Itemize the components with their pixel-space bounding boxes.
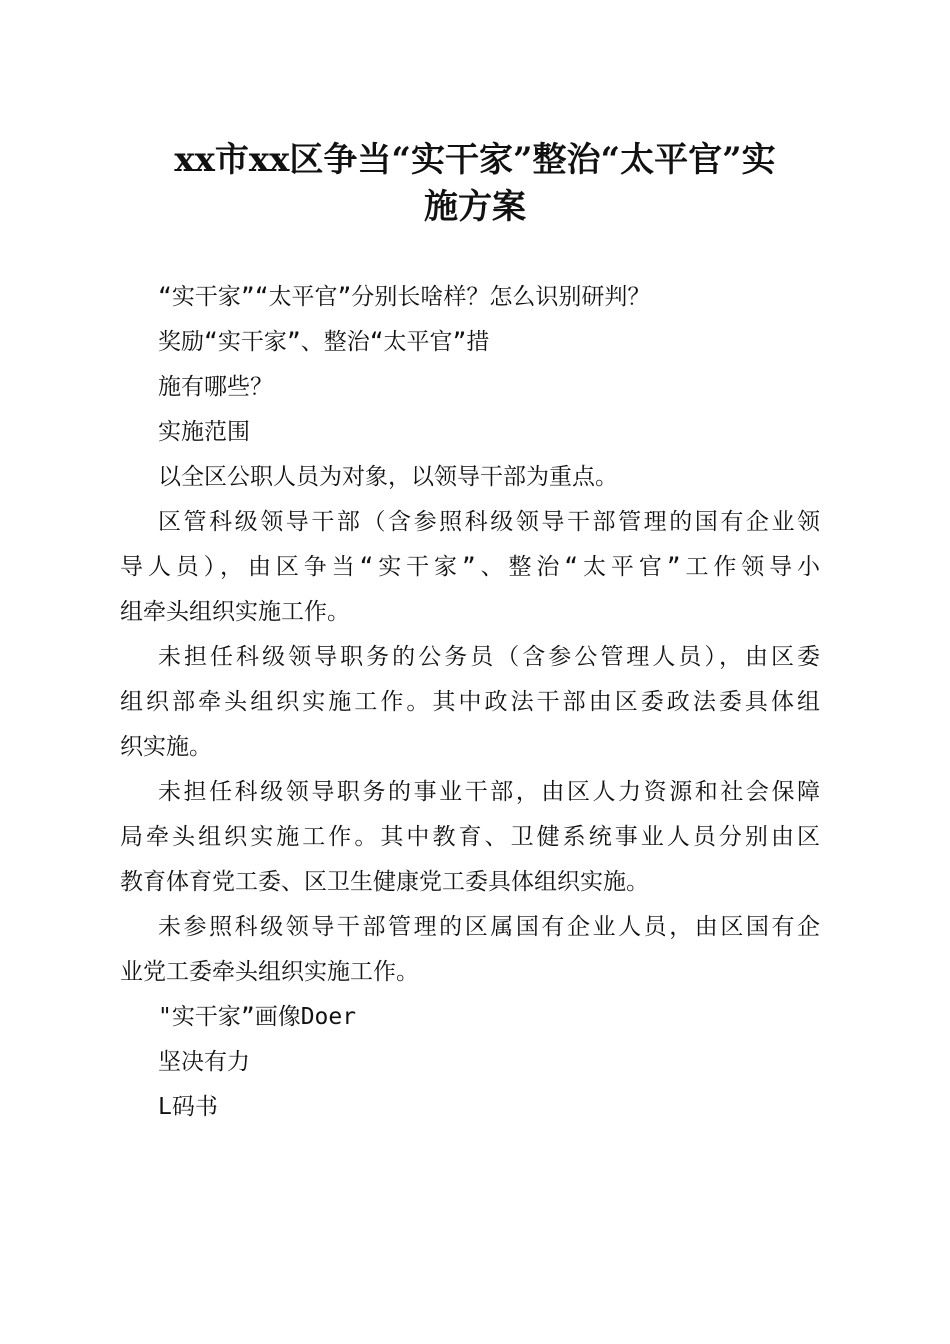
document-title-line-2: 施方案 xyxy=(424,187,526,227)
paragraph-line: 未担任科级领导职务的事业干部，由区人力资源和社会保障 xyxy=(158,779,820,805)
paragraph-line: 未参照科级领导干部管理的区属国有企业人员，由区国有企 xyxy=(158,914,820,940)
paragraph-line: 坚决有力 xyxy=(158,1049,250,1075)
paragraph-line: 局牵头组织实施工作。其中教育、卫健系统事业人员分别由区 xyxy=(120,824,820,850)
paragraph-line: L码书 xyxy=(158,1094,218,1120)
paragraph-line: 以全区公职人员为对象，以领导干部为重点。 xyxy=(158,464,618,490)
paragraph-line: 织实施。 xyxy=(120,734,212,760)
paragraph-line: 组织部牵头组织实施工作。其中政法干部由区委政法委具体组 xyxy=(120,689,820,715)
paragraph-line: 未担任科级领导职务的公务员（含参公管理人员），由区委 xyxy=(158,644,820,670)
paragraph-line: 导人员），由区争当“实干家”、整治“太平官”工作领导小 xyxy=(120,554,820,580)
document-title-line-1: xx市xx区争当“实干家”整治“太平官”实 xyxy=(174,140,776,180)
section-heading: 实施范围 xyxy=(158,419,250,445)
paragraph-line: 业党工委牵头组织实施工作。 xyxy=(120,959,419,985)
paragraph-line: "实干家”画像Doer xyxy=(158,1004,357,1030)
paragraph-line: 施有哪些？ xyxy=(158,374,273,400)
paragraph-line: 奖励“实干家”、整治“太平官”措 xyxy=(158,329,490,355)
paragraph-line: 区管科级领导干部（含参照科级领导干部管理的国有企业领 xyxy=(158,509,820,535)
paragraph-line: 教育体育党工委、区卫生健康党工委具体组织实施。 xyxy=(120,869,649,895)
paragraph-line: “实干家”“太平官”分别长啥样？怎么识别研判？ xyxy=(158,284,651,310)
paragraph-line: 组牵头组织实施工作。 xyxy=(120,599,350,625)
